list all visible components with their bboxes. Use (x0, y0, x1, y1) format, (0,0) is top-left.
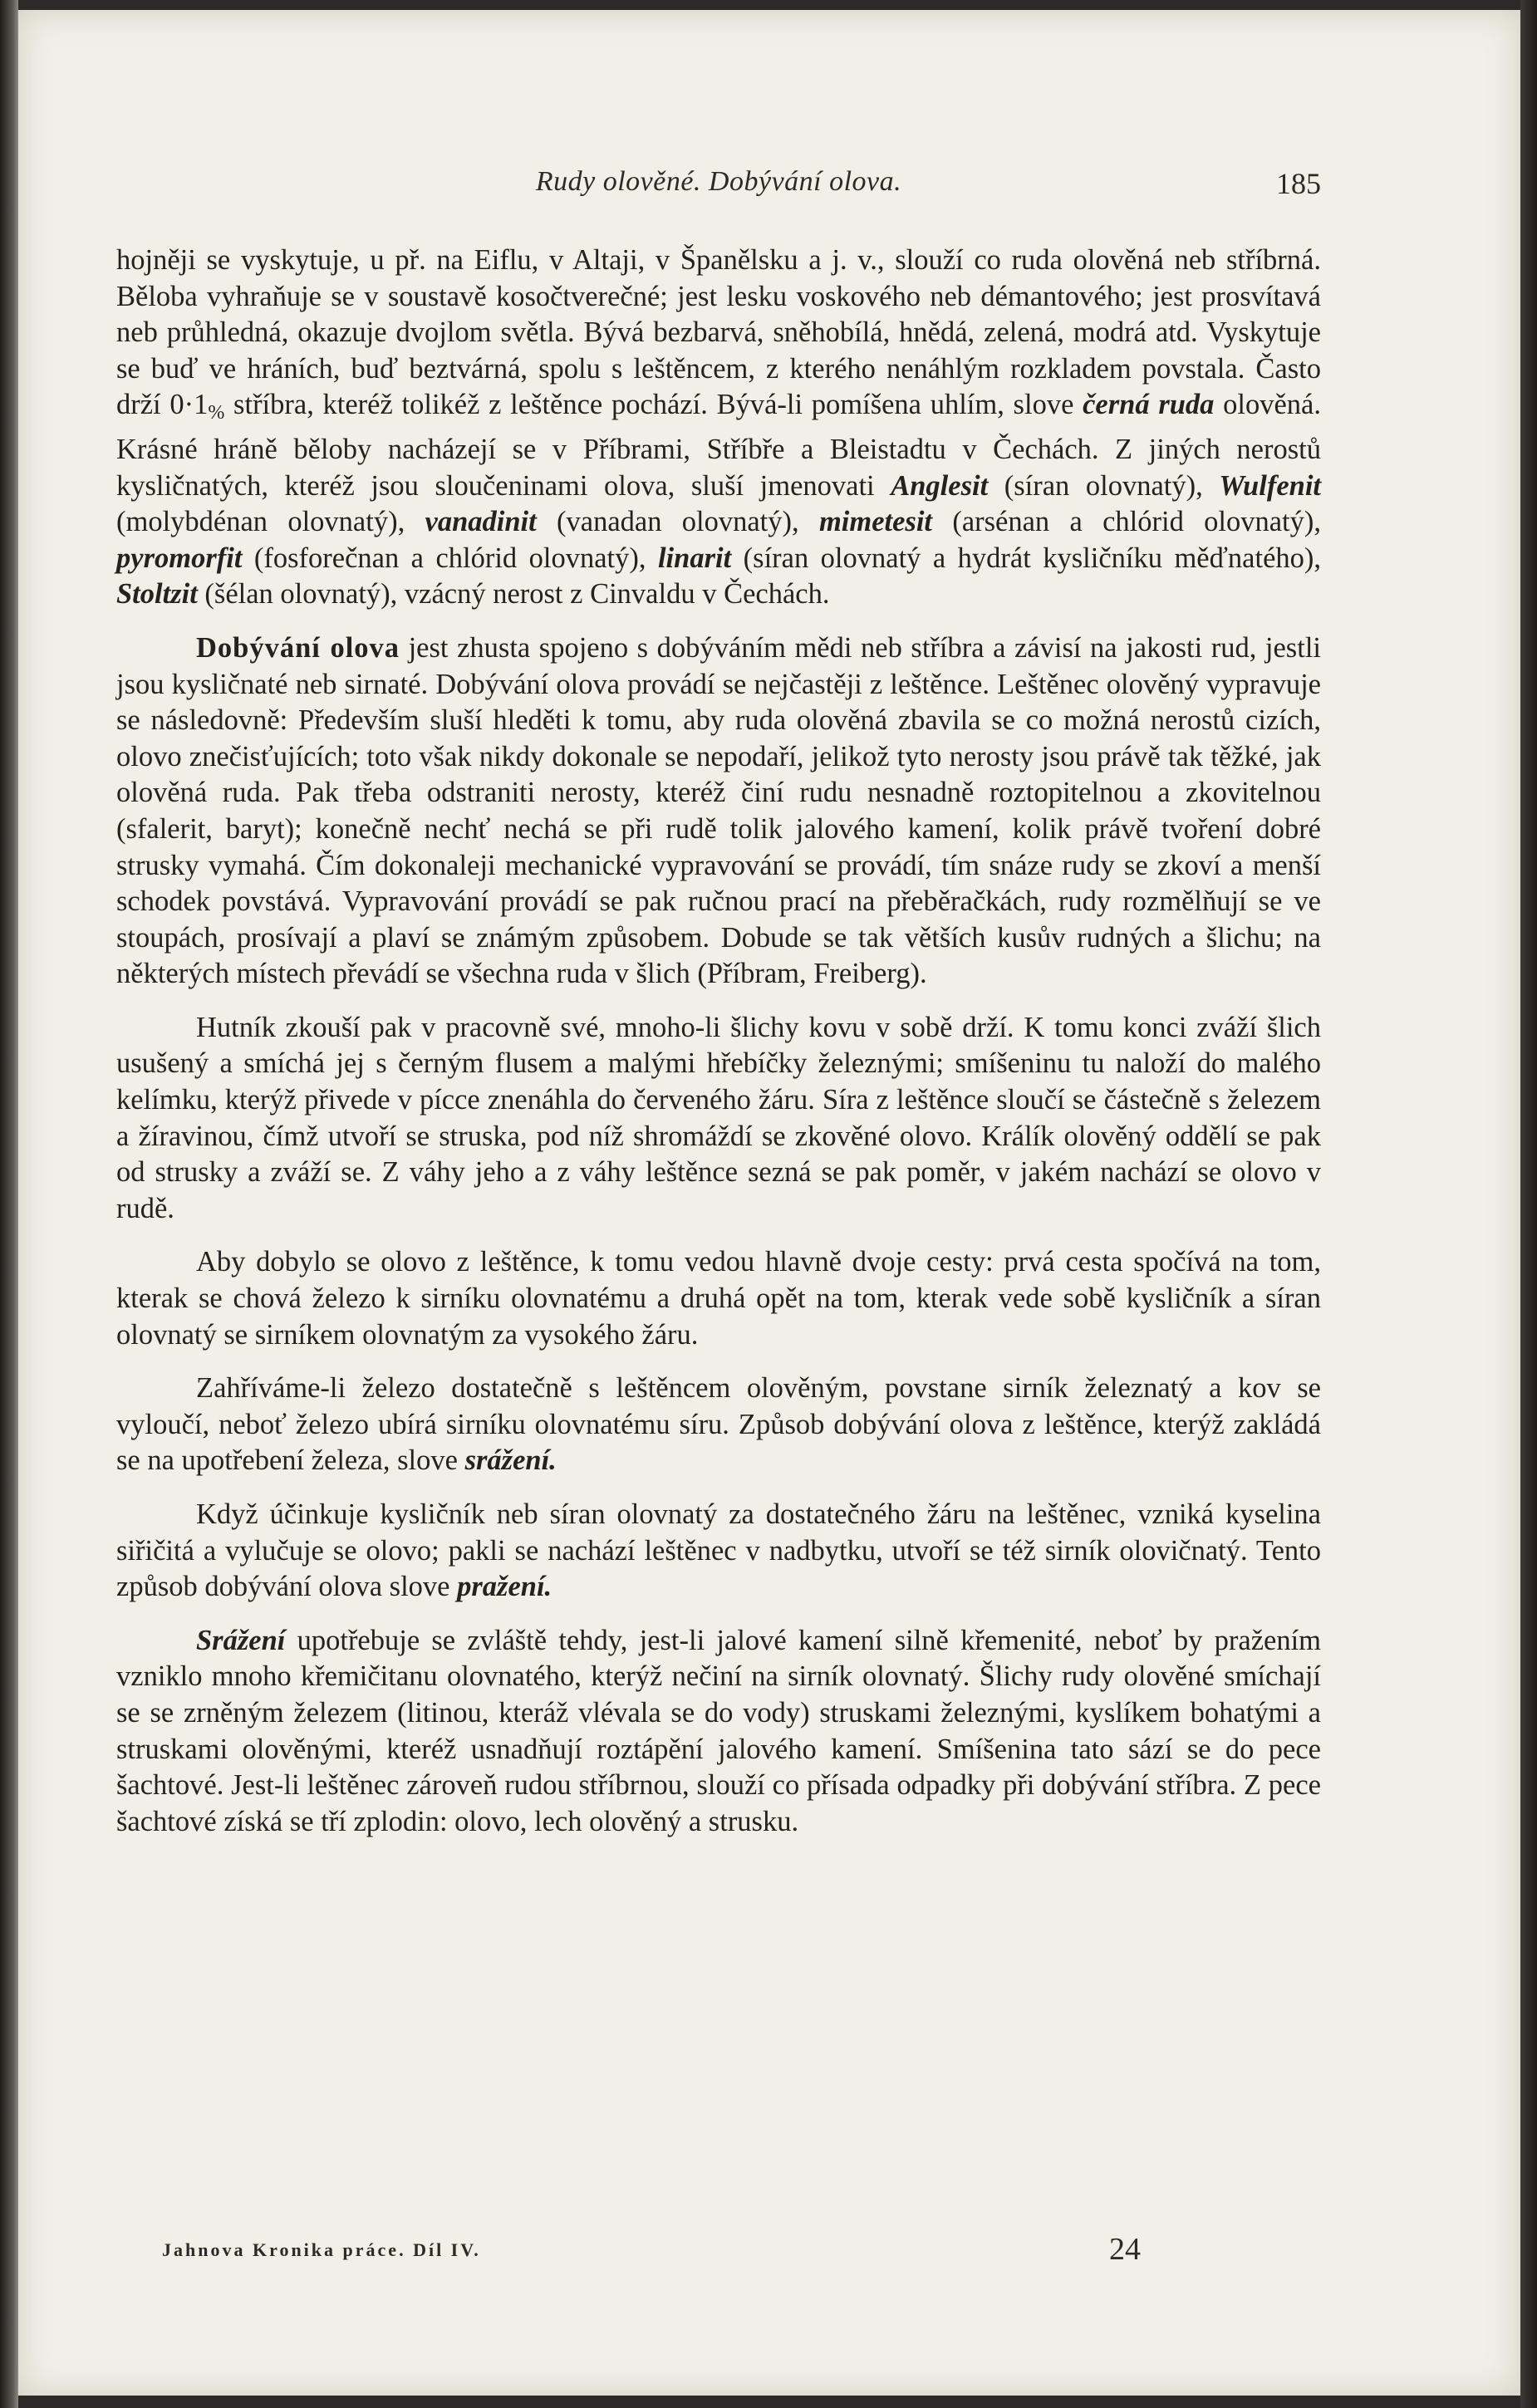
term-anglesit: Anglesit (891, 469, 989, 502)
printer-signature: Jahnova Kronika práce. Díl IV. (162, 2239, 481, 2260)
term-stoltzit: Stoltzit (116, 578, 198, 611)
sheet-number: 24 (1109, 2232, 1141, 2267)
page-footer (162, 2231, 1159, 2273)
term-vanadinit: vanadinit (425, 506, 537, 538)
term-srazeni: srážení. (464, 1444, 557, 1477)
percent-sign: % (208, 402, 225, 424)
term-wulfenit: Wulfenit (1219, 469, 1321, 502)
term-linarit: linarit (657, 542, 732, 574)
book-gutter (0, 0, 18, 2408)
term-cerna-ruda: černá ruda (1083, 389, 1215, 421)
page-number: 185 (1276, 167, 1321, 200)
term-srazeni-lead: Srážení (196, 1624, 286, 1656)
paragraph-4: Aby dobylo se olovo z leštěnce, k tomu vedou hlavně dvoje cesty: prvá cesta spočívá na tom, kterak se chová železo k sirníku olovnatému a druhá opět na tom, kterak vede sobě kysličník a síran olovnatý se sirníkem olovnatým za vysokého žáru. (116, 1246, 1321, 1351)
paragraph-1: hojněji se vyskytuje, u př. na Eiflu, v Altaji, v Španělsku a j. v., slouží co ruda olověná neb stříbrná. Běloba vyhraňuje se v soustavě kosočtverečné; jest lesku voskového neb démantového; jest prosvítavá neb průhledná, okazuje dvojlom světla. Bývá bezbarvá, sněhobílá, hnědá, zelená, modrá atd. Vyskytuje se buď ve hráních, buď beztvárná, spolu s leštěncem, z kterého nenáhlým rozkladem povstala. Často drží $0\cdot 1_{\%}$ stříbra, kteréž tolikéž z leštěnce pochází. Bývá-li pomíšena uhlím, slove černá ruda olověná. Krásné hráně běloby nacházejí se v Příbrami, Stříbře a Bleistadtu v Čechách. Z jiných nerostů kysličnatých, kteréž jsou sloučeninami olova, sluší jmenovati Anglesit (síran olovnatý), Wulfenit (molybdénan olovnatý), vanadinit (vanadan olovnatý), mimetesit (arsénan a chlórid olovnatý), pyromorfit (fosforečnan a chlórid olovnatý), linarit (síran olovnatý a hydrát kysličníku měďnatého), Stoltzit (šélan olovnatý), vzácný nerost z Cinvaldu v Čechách. (116, 244, 1321, 611)
body-text (116, 243, 1321, 1840)
running-title: Rudy olověné. Dobývání olova. (535, 166, 902, 197)
paragraph-3: Hutník zkouší pak v pracovně své, mnoho-li šlichy kovu v sobě drží. K tomu konci zváží šlich usušený a smíchá jej s černým flusem a malými hřebíčky železnými; smíšeninu tu naloží do malého kelímku, kterýž přivede v pícce znenáhla do červeného žáru. Síra z leštěnce sloučí se částečně s železem a žíravinou, čímž utvoří se struska, pod níž shromáždí se zkověné olovo. Králík olověný oddělí se pak od strusky a zváží se. Z váhy jeho a z váhy leštěnce sezná se pak poměr, v jakém nachází se olovo v rudě. (116, 1011, 1321, 1224)
paragraph-6: Když účinkuje kysličník neb síran olovnatý za dostatečného žáru na leštěnec, vzniká kyselina siřičitá a vylučuje se olovo; pakli se nachází leštěnec v nadbytku, utvoří se též sirník olovičnatý. Tento způsob dobývání olova slove pražení. (116, 1498, 1321, 1603)
page-header (116, 166, 1321, 208)
page-edge (1520, 0, 1537, 2408)
paragraph-2: Dobývání olova jest zhusta spojeno s dobýváním mědi neb stříbra a závisí na jakosti rud, jestli jsou kysličnaté neb sirnaté. Dobývání olova provádí se nejčastěji z leštěnce. Leštěnec olověný vypravuje se následovně: Především sluší hleděti k tomu, aby ruda olověná zbavila se co možná nerostů cizích, olovo znečisťujících; toto však nikdy dokonale se nepodaří, jelikož tyto nerosty jsou právě tak těžké, jak olověná ruda. Pak třeba odstraniti nerosty, kteréž činí rudu nesnadně roztopitelnou a zkovitelnou (sfalerit, baryt); konečně nechť nechá se při rudě tolik jalového kamení, kolik právě tvoření dobré strusky vymahá. Čím dokonaleji mechanické vypravování se provádí, tím snáze rudy se zkoví a menší schodek povstává. Vypravování provádí se pak ručnou prací na přeběračkách, rudy rozmělňují se ve stoupách, prosívají a plaví se známým způsobem. Dobude se tak větších kusův rudných a šlichu; na některých místech převádí se všechna ruda v šlich (Příbram, Freiberg). (116, 631, 1321, 990)
term-mimetesit: mimetesit (818, 506, 933, 538)
term-pyromorfit: pyromorfit (116, 542, 243, 574)
section-lead: Dobývání olova (196, 631, 400, 664)
term-prazeni: pražení. (457, 1571, 552, 1603)
paragraph-7: Srážení upotřebuje se zvláště tehdy, jest-li jalové kamení silně křemenité, neboť by pražením vzniklo mnoho křemičitanu olovnatého, kterýž nečiní na sirník olovnatý. Šlichy rudy olověné smíchají se se zrněným železem (litinou, kteráž vlévala se do vody) struskami železnými, kyslíkem bohatými a struskami olověnými, kteréž usnadňují roztápění jalového kamení. Smíšenina tato sází se do pece šachtové. Jest-li leštěnec zároveň rudou stříbrnou, slouží co přísada odpadky při dobývání stříbra. Z pece šachtové získá se tří zplodin: olovo, lech olověný a strusku. (116, 1624, 1321, 1837)
paragraph-5: Zahříváme-li železo dostatečně s leštěncem olověným, povstane sirník železnatý a kov se vyloučí, neboť železo ubírá sirníku olovnatému síru. Způsob dobývání olova z leštěnce, kterýž zakládá se na upotřebení železa, slove srážení. (116, 1372, 1321, 1477)
